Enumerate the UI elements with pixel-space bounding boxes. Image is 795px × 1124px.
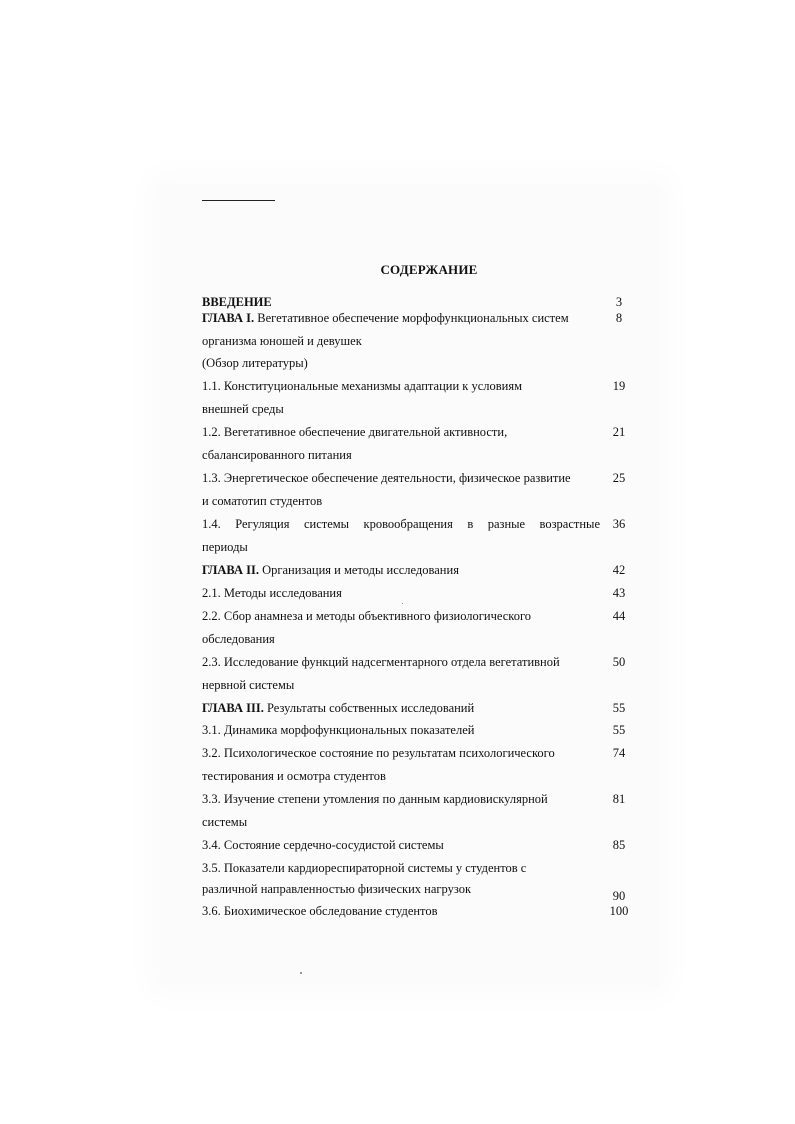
- toc-entry-title: [202, 768, 600, 784]
- toc-page-number: 25: [612, 471, 626, 485]
- toc-page-number: 19: [612, 379, 626, 393]
- toc-page-number: 74: [612, 746, 626, 760]
- toc-page-number: 44: [612, 609, 626, 623]
- toc-page-number: 36: [612, 517, 626, 531]
- toc-entry-title: [202, 903, 600, 919]
- toc-page-number: 50: [612, 655, 626, 669]
- toc-page-number: 85: [612, 838, 626, 852]
- toc-page-number: 81: [612, 792, 626, 806]
- toc-entry-title: [202, 814, 600, 830]
- page-title: СОДЕРЖАНИЕ: [380, 262, 478, 277]
- toc-entry-title: [202, 424, 600, 440]
- toc-entry-title: [202, 378, 600, 394]
- toc-entry-text: обследования: [202, 632, 275, 646]
- toc-entry-text: внешней среды: [202, 402, 284, 416]
- toc-entry-title: [202, 608, 600, 624]
- toc-page-number: 43: [612, 586, 626, 600]
- toc-entry-title: [202, 562, 600, 578]
- toc-entry-text: сбалансированного питания: [202, 448, 352, 462]
- toc-entry-text: 3.6. Биохимическое обследование студентов: [202, 904, 438, 918]
- toc-entry-title: [202, 333, 600, 349]
- toc-entry-title: [202, 294, 600, 310]
- toc-entry-title: [202, 401, 600, 417]
- toc-entry-text: 1.4. Регуляция системы кровообращения в разные возрастные: [202, 517, 600, 531]
- toc-entry-title: [202, 539, 600, 555]
- toc-entry-title: [202, 447, 600, 463]
- toc-entry-text: системы: [202, 815, 248, 829]
- toc-page-number: 55: [612, 723, 626, 737]
- toc-entry-title: [202, 654, 600, 670]
- toc-entry-text: Организация и методы исследования: [258, 563, 459, 577]
- toc-entry-text: 3.4. Состояние сердечно-сосудистой системы: [202, 838, 444, 852]
- toc-entry-title: [202, 722, 600, 738]
- toc-entry-heading: ГЛАВА III.: [202, 701, 264, 715]
- toc-entry-text: 3.3. Изучение степени утомления по данным кардиовискулярной: [202, 792, 548, 806]
- toc-entry-title: [202, 310, 600, 326]
- toc-page-number: 8: [615, 311, 623, 325]
- header-rule: [202, 200, 275, 201]
- toc-entry-text: Результаты собственных исследований: [263, 701, 475, 715]
- toc-entry-text: (Обзор литературы): [202, 356, 308, 370]
- toc-entry-text: 1.2. Вегетативное обеспечение двигательной активности,: [202, 425, 508, 439]
- toc-entry-title: [202, 791, 600, 807]
- scan-speck: [300, 972, 302, 974]
- toc-entry-title: [202, 881, 600, 897]
- toc-page-number: 3: [615, 295, 623, 309]
- toc-entry-text: периоды: [202, 540, 248, 554]
- toc-entry-title: [202, 700, 600, 716]
- toc-entry-heading: ГЛАВА II.: [202, 563, 259, 577]
- toc-entry-text: организма юношей и девушек: [202, 334, 362, 348]
- toc-entry-text: 2.3. Исследование функций надсегментарного отдела вегетативной: [202, 655, 560, 669]
- toc-entry-title: [202, 837, 600, 853]
- toc-entry-heading: ВВЕДЕНИЕ: [202, 295, 272, 309]
- toc-entry-text: 2.2. Сбор анамнеза и методы объективного физиологического: [202, 609, 532, 623]
- toc-entry-title: [202, 631, 600, 647]
- toc-page-number: 90: [612, 889, 626, 903]
- toc-entry-title: [202, 860, 600, 876]
- toc-entry-text: 3.1. Динамика морфофункциональных показателей: [202, 723, 475, 737]
- toc-page-number: 55: [612, 701, 626, 715]
- toc-entry-heading: ГЛАВА I.: [202, 311, 255, 325]
- toc-entry-title: [202, 745, 600, 761]
- toc-page-number: 42: [612, 563, 626, 577]
- toc-entry-text: различной направленностью физических нагрузок: [202, 882, 472, 896]
- toc-entry-text: 1.3. Энергетическое обеспечение деятельности, физическое развитие: [202, 471, 571, 485]
- toc-entry-title: [202, 470, 600, 486]
- toc-entry-text: 1.1. Конституциональные механизмы адаптации к условиям: [202, 379, 523, 393]
- toc-page-number: 100: [609, 904, 629, 918]
- scan-speck: [402, 603, 403, 604]
- toc-entry-title: [202, 516, 600, 532]
- toc-entry-text: 2.1. Методы исследования: [202, 586, 342, 600]
- toc-page-number: 21: [612, 425, 626, 439]
- toc-entry-title: [202, 677, 600, 693]
- toc-entry-text: 3.5. Показатели кардиореспираторной системы у студентов с: [202, 861, 527, 875]
- toc-entry-text: и соматотип студентов: [202, 494, 323, 508]
- toc-entry-title: [202, 585, 600, 601]
- toc-entry-title: [202, 493, 600, 509]
- toc-entry-text: тестирования и осмотра студентов: [202, 769, 386, 783]
- toc-entry-text: нервной системы: [202, 678, 295, 692]
- toc-entry-text: 3.2. Психологическое состояние по результатам психологического: [202, 746, 555, 760]
- toc-entry-text: Вегетативное обеспечение морфофункциональных систем: [254, 311, 569, 325]
- toc-entry-title: [202, 355, 600, 371]
